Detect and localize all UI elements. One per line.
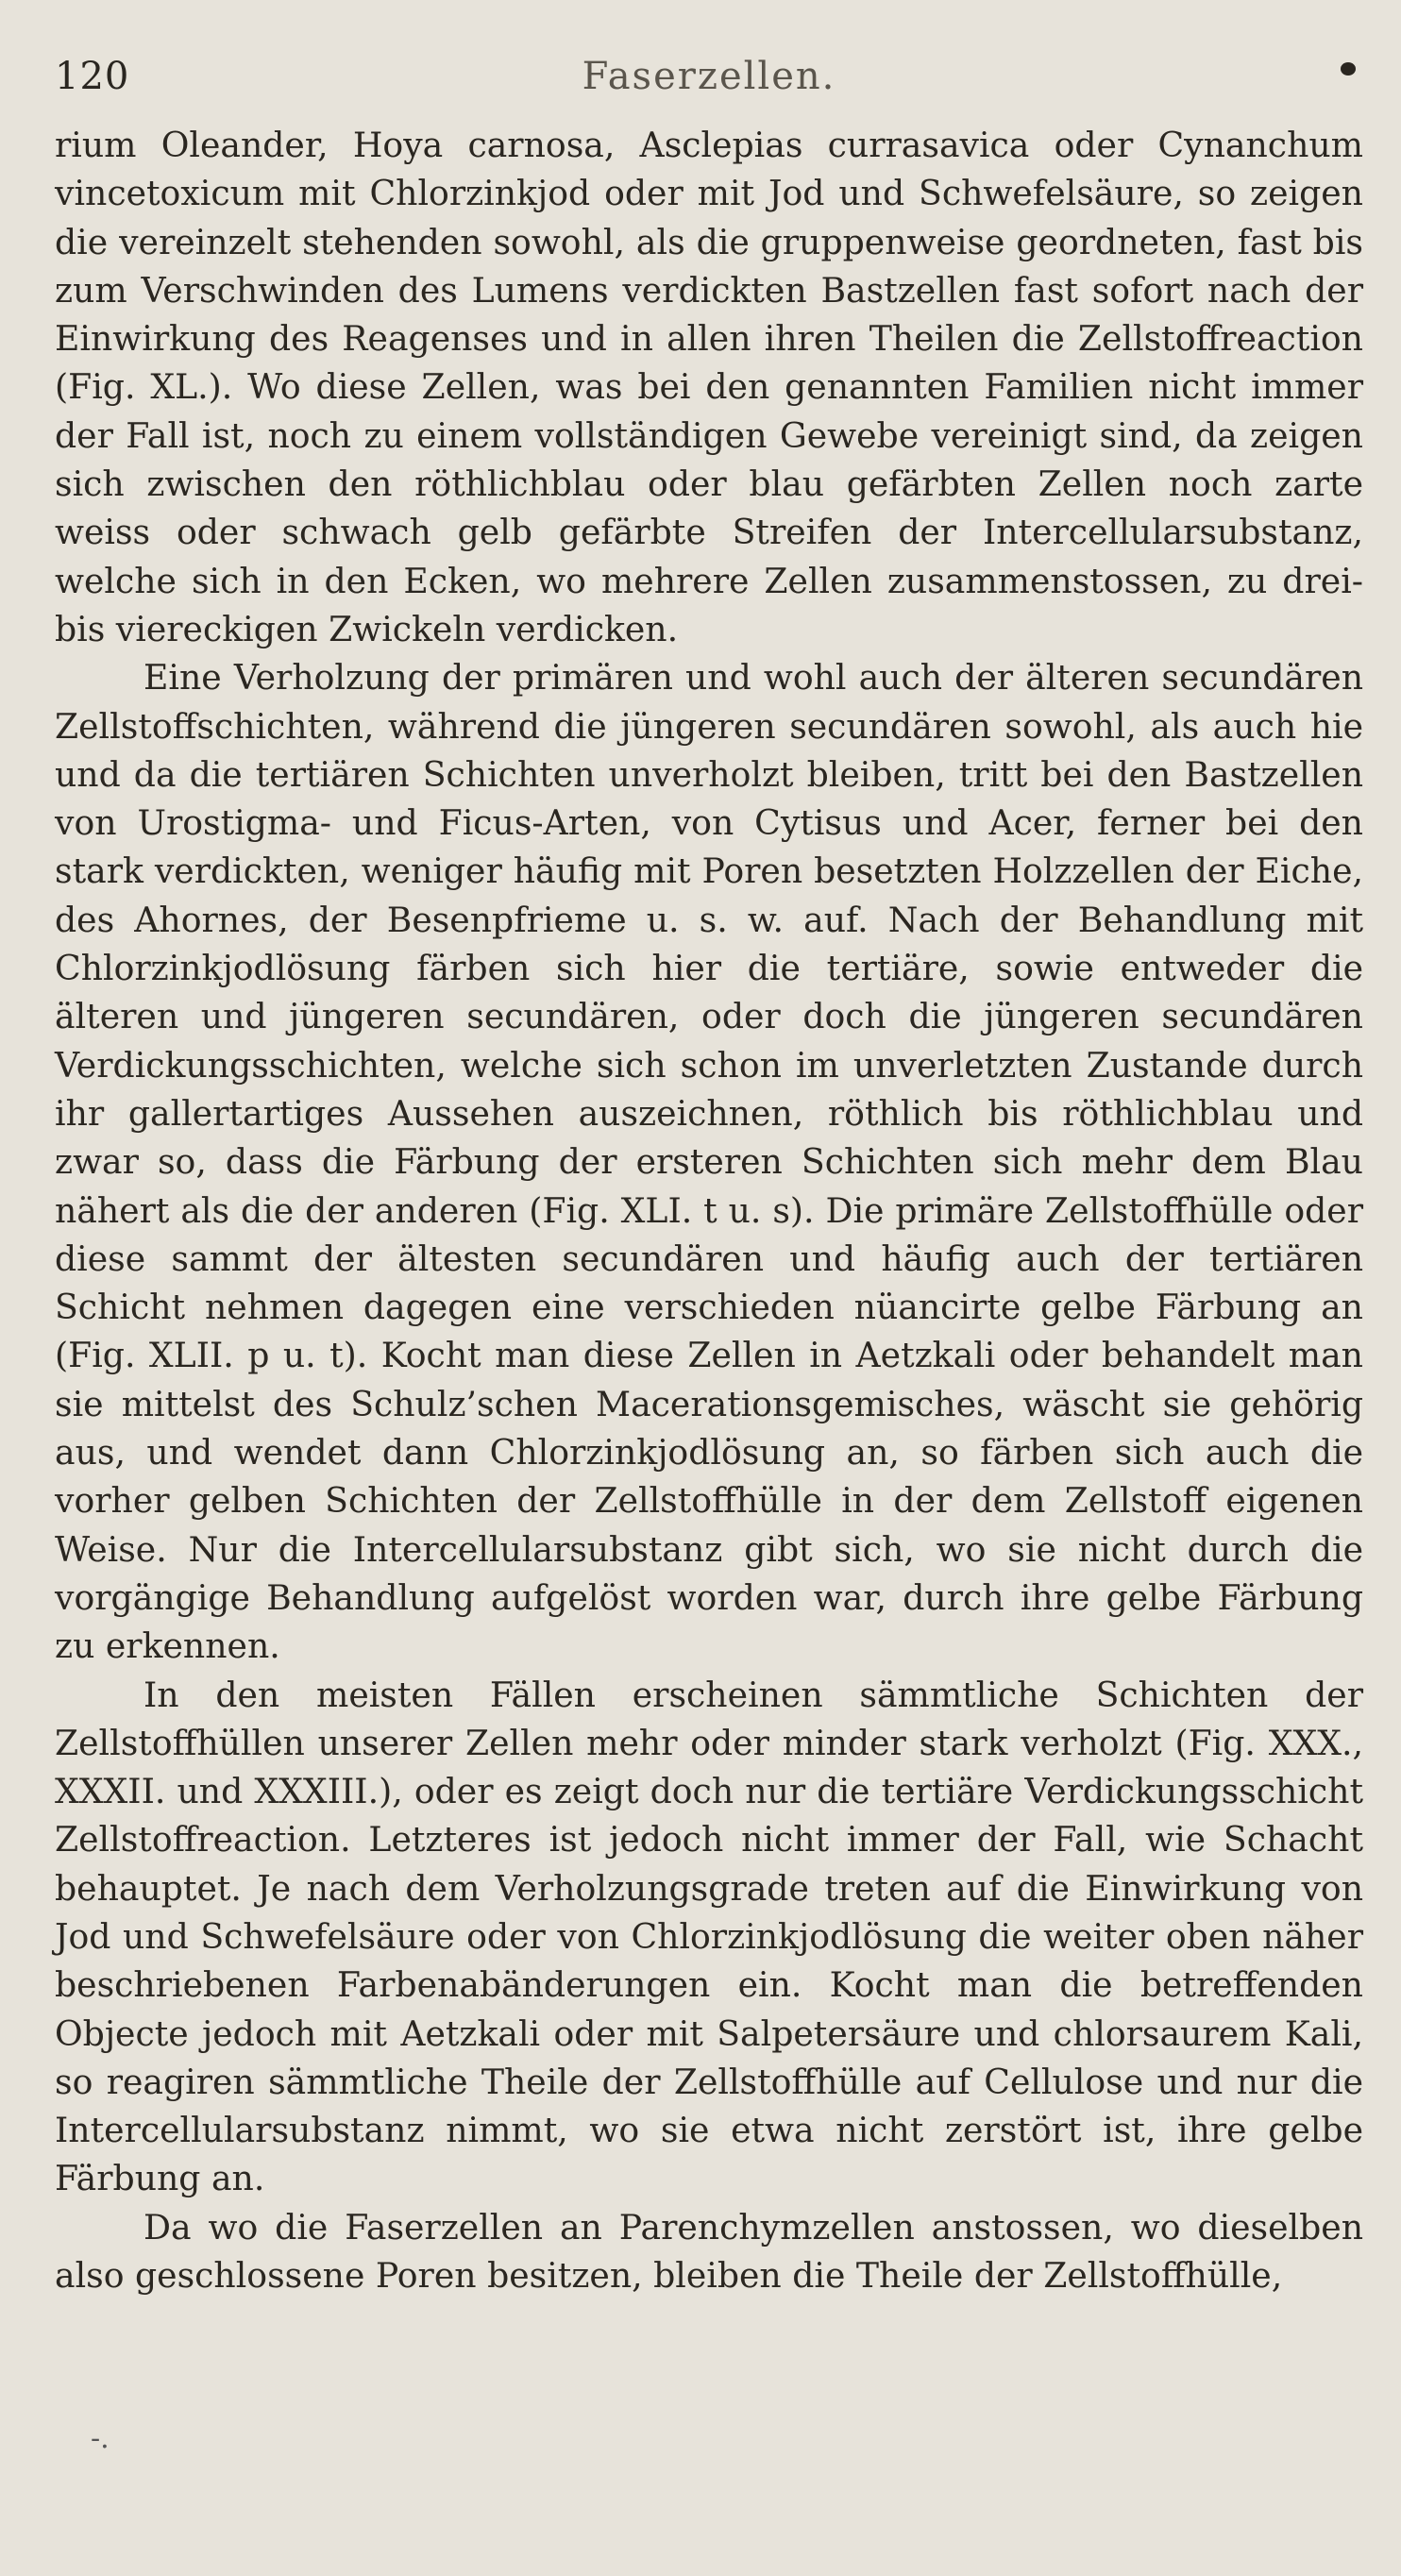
ink-blot-mark [1341, 62, 1356, 76]
paragraph-2: Eine Verholzung der primären und wohl auch der älteren secundären Zellstoffschichten, während die jüngeren secundären sowohl, als auch hie und da die tertiären Schichten unverholzt bleiben, tritt bei den Bastzellen von Urostigma- und Ficus-Arten, von Cytisus und Acer, ferner bei den stark verdickten, weniger häufig mit Poren besetzten Holzzellen der Eiche, des Ahornes, der Besenpfrieme u. s. w. auf. Nach der Behandlung mit Chlorzinkjodlösung färben sich hier die tertiäre, sowie entweder die älteren und jüngeren secundären, oder doch die jüngeren secundären Verdickungsschichten, welche sich schon im unverletzten Zustande durch ihr gallertartiges Aussehen auszeichnen, röthlich bis röthlichblau und zwar so, dass die Färbung der ersteren Schichten sich mehr dem Blau nähert als die der anderen (Fig. XLI. t u. s). Die primäre Zellstoffhülle oder diese sammt der ältesten secundären und häufig auch der tertiären Schicht nehmen dagegen eine verschieden nüancirte gelbe Färbung an (Fig. XLII. p u. t). Kocht man diese Zellen in Aetzkali oder behandelt man sie mittelst des Schulz’schen Macerationsgemisches, wäscht sie gehörig aus, und wendet dann Chlorzinkjodlösung an, so färben sich auch die vorher gelben Schichten der Zellstoffhülle in der dem Zellstoff eigenen Weise. Nur die Intercellularsubstanz gibt sich, wo sie nicht durch die vorgängige Behandlung aufgelöst worden war, durch ihre gelbe Färbung zu erkennen. [55, 657, 1363, 1667]
paragraph-4: Da wo die Faserzellen an Parenchymzellen anstossen, wo dieselben also geschlossene Poren besitzen, bleiben die Theile der Zellstoffhülle, [55, 2206, 1363, 2297]
page-number: 120 [55, 55, 130, 98]
stray-mark: -. [91, 2422, 110, 2455]
paragraph-3: In den meisten Fällen erscheinen sämmtliche Schichten der Zellstoffhüllen unserer Zellen mehr oder minder stark verholzt (Fig. XXX., XXXII. und XXXIII.), oder es zeigt doch nur die tertiäre Verdickungsschicht Zellstoffreaction. Letzteres ist jedoch nicht immer der Fall, wie Schacht behauptet. Je nach dem Verholzungsgrade treten auf die Einwirkung von Jod und Schwefelsäure oder von Chlorzinkjodlösung die weiter oben näher beschriebenen Farbenabänderungen ein. Kocht man die betreffenden Objecte jedoch mit Aetzkali oder mit Salpetersäure und chlorsaurem Kali, so reagiren sämmtliche Theile der Zellstoffhülle auf Cellulose und nur die Intercellularsubstanz nimmt, wo sie etwa nicht zerstört ist, ihre gelbe Färbung an. [55, 1674, 1363, 2199]
running-title: Faserzellen. [582, 55, 836, 98]
paragraph-1: rium Oleander, Hoya carnosa, Asclepias currasavica oder Cynanchum vincetoxicum mit Chlorzinkjod oder mit Jod und Schwefelsäure, so zeigen die vereinzelt stehenden sowohl, als die gruppenweise geordneten, fast bis zum Verschwinden des Lumens verdickten Bastzellen fast sofort nach der Einwirkung des Reagenses und in allen ihren Theilen die Zellstoffreaction (Fig. XL.). Wo diese Zellen, was bei den genannten Familien nicht immer der Fall ist, noch zu einem vollständigen Gewebe vereinigt sind, da zeigen sich zwischen den röthlichblau oder blau gefärbten Zellen noch zarte weiss oder schwach gelb gefärbte Streifen der Intercellularsubstanz, welche sich in den Ecken, wo mehrere Zellen zusammenstossen, zu drei- bis viereckigen Zwickeln verdicken. [55, 125, 1363, 649]
body-text [55, 121, 1363, 2299]
page-header [55, 55, 1363, 111]
